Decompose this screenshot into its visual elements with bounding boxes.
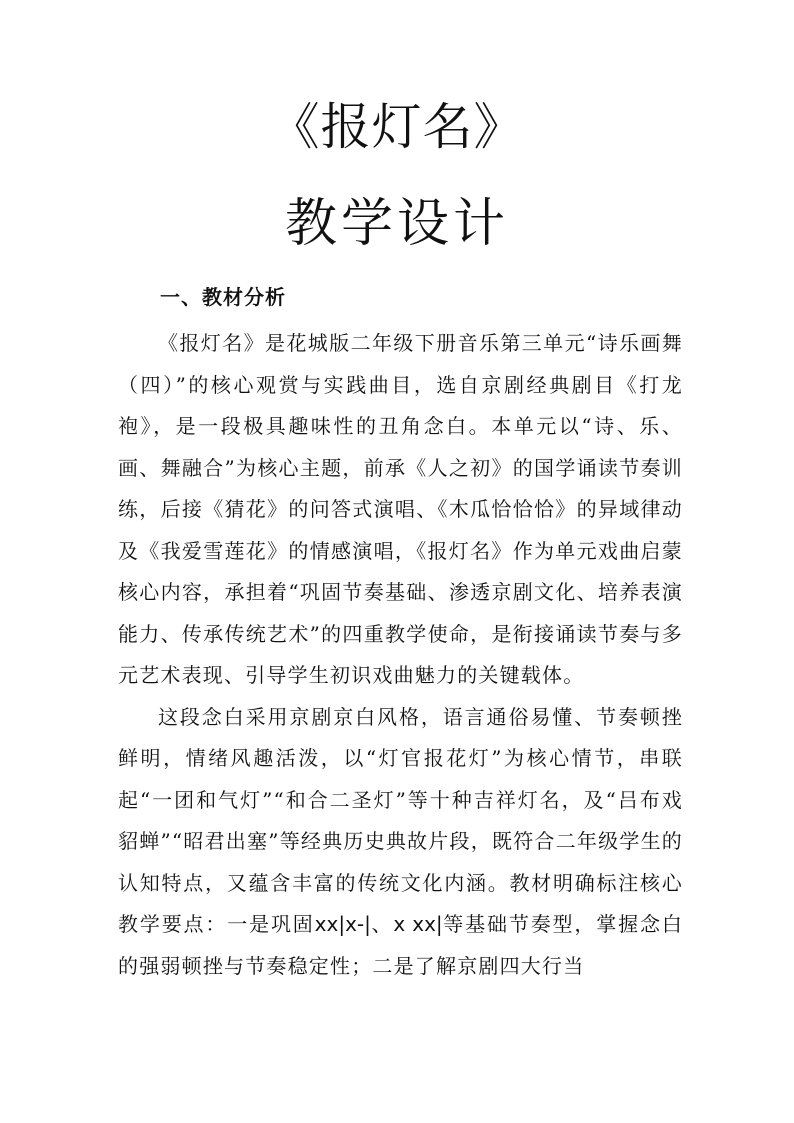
body-text: [118, 323, 683, 987]
rhythm-separator: 、: [370, 912, 394, 936]
rhythm-pattern-1: xx|x-|: [314, 912, 371, 936]
paragraph-2: [118, 697, 683, 988]
document-subtitle: 教学设计: [284, 194, 509, 254]
section-heading: 一、教材分析: [160, 285, 286, 309]
document-title: 《报灯名》: [269, 98, 525, 156]
rhythm-pattern-2: x xx|: [393, 912, 443, 936]
paragraph-1: 《报灯名》是花城版二年级下册音乐第三单元“诗乐画舞（四）”的核心观赏与实践曲目，选自京剧经典剧目《打龙袍》，是一段极具趣味性的丑角念白。本单元以“诗、乐、画、舞融合”为核心主题，前承《人之初》的国学诵读节奏训练，后接《猜花》的问答式演唱、《木瓜恰恰恰》的异域律动及《我爱雪莲花》的情感演唱，《报灯名》作为单元戏曲启蒙核心内容，承担着“巩固节奏基础、渗透京剧文化、培养表演能力、传承传统艺术”的四重教学使命，是衔接诵读节奏与多元艺术表现、引导学生初识戏曲魅力的关键载体。: [118, 331, 683, 687]
paragraph-2-text-end: 等基础节奏型，掌握念白的强弱顿挫与节奏稳定性；二是了解京剧四大行当: [118, 912, 684, 978]
paragraph-2-text-start: 这段念白采用京剧京白风格，语言通俗易懂、节奏顿挫鲜明，情绪风趣活泼，以“灯官报花灯”为核心情节，串联起“一团和气灯”“和合二圣灯”等十种吉祥灯名，及“吕布戏貂蝉”“昭君出塞”等经典历史典故片段，既符合二年级学生的认知特点，又蕴含丰富的传统文化内涵。教材明确标注核心教学要点：一是巩固: [118, 704, 683, 936]
